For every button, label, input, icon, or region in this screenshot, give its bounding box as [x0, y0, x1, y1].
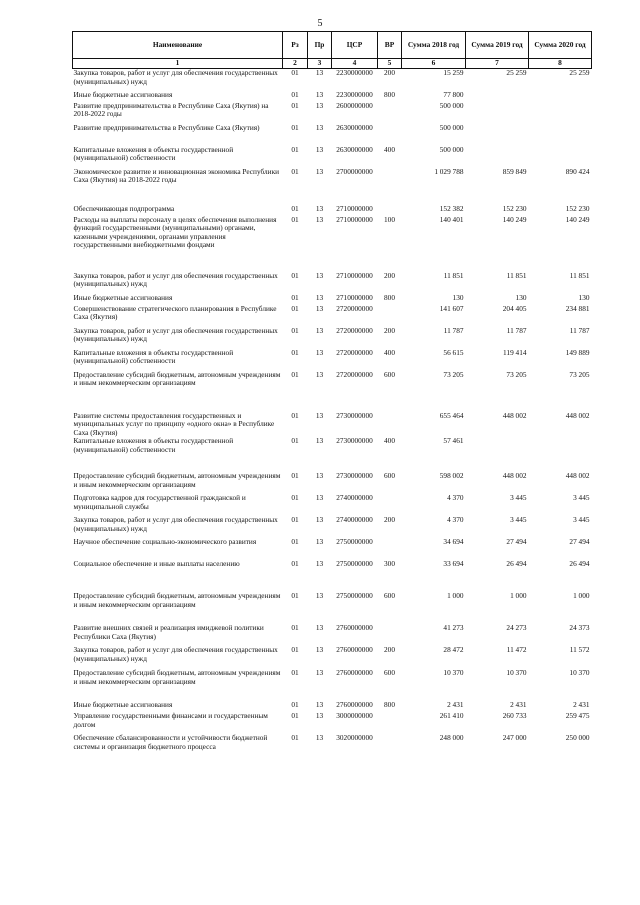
row-vr: 600 — [384, 369, 395, 379]
row-sum-2020: 250 000 — [565, 733, 590, 743]
column-number: 7 — [466, 59, 529, 69]
row-vr — [378, 102, 402, 124]
budget-table — [72, 31, 592, 764]
table-row — [73, 327, 592, 349]
row-csr: 2700000000 — [336, 166, 373, 176]
row-sum-2020 — [529, 437, 592, 472]
row-sum-2018: 33 694 — [443, 559, 464, 569]
row-sum-2018: 11 787 — [443, 325, 464, 335]
row-sum-2019: 27 494 — [506, 537, 527, 547]
row-rz: 01 — [291, 369, 299, 379]
row-vr: 200 — [384, 325, 395, 335]
row-pr: 13 — [315, 68, 324, 77]
row-sum-2019: 11 472 — [506, 645, 527, 655]
column-number: 2 — [283, 59, 308, 69]
header-csr: ЦСР — [332, 32, 378, 59]
row-rz: 01 — [291, 292, 299, 302]
row-pr: 13 — [315, 122, 324, 132]
row-sum-2019: 73 205 — [506, 369, 527, 379]
row-vr: 800 — [384, 700, 395, 710]
row-pr: 13 — [315, 270, 324, 280]
row-sum-2020: 140 249 — [565, 214, 590, 224]
row-sum-2019: 140 249 — [502, 214, 527, 224]
row-name: Развитие предпринимательства в Республике Саха (Якутия) — [73, 122, 260, 132]
row-csr: 2750000000 — [336, 559, 373, 569]
row-name: Развитие внешних связей и реализация имиджевой политики Республики Саха (Якутия) — [73, 623, 264, 641]
row-sum-2019: 11 851 — [506, 270, 527, 280]
row-name: Закупка товаров, работ и услуг для обеспечения государственных (муниципальных) нужд — [73, 515, 278, 533]
row-sum-2019 — [466, 124, 529, 146]
row-vr — [378, 538, 402, 560]
row-name: Капитальные вложения в объекты государственной (муниципальной) собственности — [73, 144, 234, 163]
row-csr: 2750000000 — [336, 591, 373, 601]
row-name: Предоставление субсидий бюджетным, автономным учреждениям и иным некоммерческим организациям — [73, 369, 281, 388]
row-sum-2020: 73 205 — [569, 369, 590, 379]
row-rz: 01 — [291, 559, 299, 569]
row-name: Закупка товаров, работ и услуг для обеспечения государственных (муниципальных) нужд — [73, 325, 278, 344]
table-row — [73, 592, 592, 624]
row-vr — [378, 205, 402, 216]
table-row — [73, 538, 592, 560]
row-vr: 600 — [384, 471, 395, 481]
row-name: Обеспечивающая подпрограмма — [73, 203, 175, 213]
column-number: 5 — [378, 59, 402, 69]
row-name: Управление государственными финансами и государственным долгом — [73, 711, 268, 729]
row-rz: 01 — [291, 303, 299, 313]
row-pr: 13 — [315, 347, 324, 357]
row-name: Закупка товаров, работ и услуг для обеспечения государственных (муниципальных) нужд — [73, 68, 278, 86]
table-row — [73, 294, 592, 305]
row-rz: 01 — [291, 471, 299, 481]
row-rz: 01 — [291, 623, 299, 633]
row-sum-2018: 598 002 — [439, 471, 464, 481]
row-pr: 13 — [315, 436, 324, 446]
row-rz: 01 — [291, 668, 299, 678]
row-csr: 3000000000 — [336, 711, 373, 721]
row-sum-2020: 3 445 — [573, 515, 590, 525]
row-vr — [378, 168, 402, 205]
table-row — [73, 560, 592, 592]
row-name: Социальное обеспечение и иные выплаты населению — [73, 559, 240, 569]
row-csr: 2710000000 — [336, 203, 373, 213]
row-sum-2020: 448 002 — [565, 410, 590, 420]
row-sum-2018: 500 000 — [439, 144, 464, 154]
table-row — [73, 124, 592, 146]
row-rz: 01 — [291, 537, 299, 547]
row-vr: 600 — [384, 668, 395, 678]
row-name: Капитальные вложения в объекты государственной (муниципальной) собственности — [73, 436, 234, 454]
row-sum-2020: 10 370 — [569, 668, 590, 678]
row-sum-2018: 15 259 — [443, 68, 464, 77]
row-rz: 01 — [291, 270, 299, 280]
row-sum-2019: 448 002 — [502, 410, 527, 420]
row-sum-2019: 25 259 — [506, 68, 527, 77]
row-pr: 13 — [315, 410, 324, 420]
row-name: Развитие системы предоставления государственных и муниципальных услуг по принципу «одного окна» в Республике Саха (Якутия) — [73, 410, 275, 437]
row-sum-2018: 77 800 — [443, 89, 464, 99]
header-rz: Рз — [283, 32, 308, 59]
row-csr: 2740000000 — [336, 515, 373, 525]
row-rz: 01 — [291, 203, 299, 213]
row-sum-2018: 500 000 — [439, 122, 464, 132]
row-name: Предоставление субсидий бюджетным, автономным учреждениям и иным некоммерческим организациям — [73, 591, 281, 609]
row-sum-2020: 25 259 — [569, 68, 590, 77]
row-sum-2018: 500 000 — [439, 100, 464, 110]
row-sum-2018: 73 205 — [443, 369, 464, 379]
row-sum-2018: 4 370 — [447, 493, 464, 503]
row-name: Экономическое развитие и инновационная экономика Республики Саха (Якутия) на 2018-2022 годы — [73, 166, 280, 185]
row-pr: 13 — [315, 493, 324, 503]
row-sum-2020: 890 424 — [565, 166, 590, 176]
table-row — [73, 516, 592, 538]
row-csr: 2230000000 — [336, 68, 373, 77]
row-sum-2020: 1 000 — [573, 591, 590, 601]
row-sum-2020: 149 889 — [565, 347, 590, 357]
row-csr: 2750000000 — [336, 537, 373, 547]
row-sum-2019: 3 445 — [510, 493, 527, 503]
row-name: Предоставление субсидий бюджетным, автономным учреждениям и иным некоммерческим организациям — [73, 668, 281, 686]
table-row — [73, 205, 592, 216]
row-csr: 2760000000 — [336, 623, 373, 633]
row-csr: 2760000000 — [336, 645, 373, 655]
row-sum-2020: 259 475 — [565, 711, 590, 721]
row-name: Иные бюджетные ассигнования — [73, 700, 173, 710]
row-name: Научное обеспечение социально-экономического развития — [73, 537, 257, 547]
row-csr: 2710000000 — [336, 292, 373, 302]
row-sum-2018: 4 370 — [447, 515, 464, 525]
row-sum-2020 — [529, 146, 592, 168]
row-sum-2018: 2 431 — [447, 700, 464, 710]
row-rz: 01 — [291, 214, 299, 224]
row-sum-2020: 130 — [578, 292, 590, 302]
row-csr: 3020000000 — [336, 733, 373, 743]
header-sum-2020: Сумма 2020 год — [529, 32, 592, 59]
row-vr — [378, 124, 402, 146]
row-pr: 13 — [315, 325, 324, 335]
row-name: Капитальные вложения в объекты государственной (муниципальной) собственности — [73, 347, 234, 366]
row-sum-2020: 26 494 — [569, 559, 590, 569]
header-vr: ВР — [378, 32, 402, 59]
table-row — [73, 437, 592, 472]
row-sum-2019: 3 445 — [510, 515, 527, 525]
row-sum-2018: 11 851 — [443, 270, 464, 280]
row-rz: 01 — [291, 100, 299, 110]
row-name: Развитие предпринимательства в Республике Саха (Якутия) на 2018-2022 годы — [73, 100, 269, 119]
row-csr: 2600000000 — [336, 100, 373, 110]
row-sum-2018: 28 472 — [443, 645, 464, 655]
table-row — [73, 412, 592, 438]
row-sum-2020: 11 851 — [569, 270, 590, 280]
row-vr: 600 — [384, 591, 395, 601]
row-sum-2019 — [466, 437, 529, 472]
row-pr: 13 — [315, 303, 324, 313]
row-sum-2018: 141 607 — [439, 303, 464, 313]
row-rz: 01 — [291, 515, 299, 525]
row-sum-2020: 11 787 — [569, 325, 590, 335]
row-name: Обеспечение сбалансированности и устойчивости бюджетной системы и организация бюджетного процесса — [73, 733, 268, 751]
table-row — [73, 305, 592, 327]
row-sum-2018: 57 461 — [443, 436, 464, 446]
header-pr: Пр — [308, 32, 332, 59]
row-sum-2019: 26 494 — [506, 559, 527, 569]
table-row — [73, 216, 592, 272]
row-pr: 13 — [315, 292, 324, 302]
row-rz: 01 — [291, 166, 299, 176]
row-sum-2020: 152 230 — [565, 203, 590, 213]
row-rz: 01 — [291, 347, 299, 357]
row-csr: 2720000000 — [336, 303, 373, 313]
header-name: Наименование — [73, 32, 283, 59]
table-body — [73, 69, 592, 765]
table-row — [73, 734, 592, 764]
column-number: 8 — [529, 59, 592, 69]
row-rz: 01 — [291, 122, 299, 132]
row-name: Расходы на выплаты персоналу в целях обеспечения выполнения функций государственными (муниципальными) органами, казенными учреждениями, органами управления государственными внебюджетными фондами — [73, 214, 277, 250]
row-vr: 400 — [384, 347, 395, 357]
table-row — [73, 712, 592, 734]
row-pr: 13 — [315, 733, 324, 743]
row-sum-2018: 655 464 — [439, 410, 464, 420]
row-vr — [378, 624, 402, 646]
row-name: Иные бюджетные ассигнования — [73, 89, 173, 99]
row-sum-2020 — [529, 91, 592, 102]
row-pr: 13 — [315, 166, 324, 176]
table-row — [73, 102, 592, 124]
row-rz: 01 — [291, 68, 299, 77]
row-sum-2020: 27 494 — [569, 537, 590, 547]
row-sum-2018: 10 370 — [443, 668, 464, 678]
row-sum-2019: 1 000 — [510, 591, 527, 601]
row-sum-2019: 247 000 — [502, 733, 527, 743]
row-sum-2019: 10 370 — [506, 668, 527, 678]
column-number: 6 — [402, 59, 466, 69]
row-rz: 01 — [291, 493, 299, 503]
row-rz: 01 — [291, 591, 299, 601]
row-pr: 13 — [315, 144, 324, 154]
row-vr: 200 — [384, 645, 395, 655]
row-csr: 2720000000 — [336, 325, 373, 335]
row-pr: 13 — [315, 369, 324, 379]
row-csr: 2730000000 — [336, 410, 373, 420]
row-rz: 01 — [291, 325, 299, 335]
row-csr: 2630000000 — [336, 122, 373, 132]
row-sum-2019: 448 002 — [502, 471, 527, 481]
row-pr: 13 — [315, 559, 324, 569]
row-rz: 01 — [291, 645, 299, 655]
row-pr: 13 — [315, 645, 324, 655]
column-number: 1 — [73, 59, 283, 69]
row-sum-2018: 1 000 — [447, 591, 464, 601]
header-sum-2018: Сумма 2018 год — [402, 32, 466, 59]
table-row — [73, 146, 592, 168]
row-vr: 800 — [384, 292, 395, 302]
row-sum-2018: 261 410 — [439, 711, 464, 721]
row-vr: 800 — [384, 89, 395, 99]
header-row — [73, 32, 592, 59]
table-row — [73, 69, 592, 91]
row-rz: 01 — [291, 733, 299, 743]
row-pr: 13 — [315, 591, 324, 601]
row-sum-2018: 34 694 — [443, 537, 464, 547]
row-rz: 01 — [291, 700, 299, 710]
row-sum-2020: 11 572 — [569, 645, 590, 655]
row-pr: 13 — [315, 623, 324, 633]
row-vr: 200 — [384, 270, 395, 280]
row-vr — [378, 412, 402, 438]
table-row — [73, 168, 592, 205]
row-sum-2019 — [466, 146, 529, 168]
row-sum-2019 — [466, 91, 529, 102]
row-csr: 2730000000 — [336, 436, 373, 446]
table-row — [73, 91, 592, 102]
row-vr — [378, 494, 402, 516]
row-sum-2019: 2 431 — [510, 700, 527, 710]
row-pr: 13 — [315, 700, 324, 710]
row-sum-2019: 119 414 — [503, 347, 527, 357]
row-csr: 2730000000 — [336, 471, 373, 481]
row-sum-2020 — [529, 102, 592, 124]
row-name: Иные бюджетные ассигнования — [73, 292, 173, 302]
row-sum-2020 — [529, 124, 592, 146]
column-number: 3 — [308, 59, 332, 69]
row-csr: 2720000000 — [336, 347, 373, 357]
row-name: Подготовка кадров для государственной гражданской и муниципальной службы — [73, 493, 246, 511]
row-sum-2018: 152 382 — [439, 203, 464, 213]
row-name: Предоставление субсидий бюджетным, автономным учреждениям и иным некоммерческим организациям — [73, 471, 281, 489]
row-rz: 01 — [291, 144, 299, 154]
row-sum-2019: 11 787 — [506, 325, 527, 335]
column-number: 4 — [332, 59, 378, 69]
row-vr: 300 — [384, 559, 395, 569]
row-rz: 01 — [291, 89, 299, 99]
table-row — [73, 669, 592, 701]
column-number-row — [73, 59, 592, 69]
row-csr: 2720000000 — [336, 369, 373, 379]
table-row — [73, 494, 592, 516]
row-pr: 13 — [315, 471, 324, 481]
row-csr: 2230000000 — [336, 89, 373, 99]
row-vr — [378, 712, 402, 734]
table-row — [73, 272, 592, 294]
row-csr: 2710000000 — [336, 214, 373, 224]
table-row — [73, 349, 592, 371]
row-name: Закупка товаров, работ и услуг для обеспечения государственных (муниципальных) нужд — [73, 645, 278, 663]
row-sum-2019 — [466, 102, 529, 124]
row-vr: 200 — [384, 515, 395, 525]
header-sum-2019: Сумма 2019 год — [466, 32, 529, 59]
row-csr: 2760000000 — [336, 668, 373, 678]
row-sum-2018: 140 401 — [439, 214, 464, 224]
page-number: 5 — [317, 18, 323, 29]
row-pr: 13 — [315, 214, 324, 224]
row-pr: 13 — [315, 89, 324, 99]
row-pr: 13 — [315, 515, 324, 525]
row-vr: 100 — [384, 214, 395, 224]
row-pr: 13 — [315, 668, 324, 678]
row-pr: 13 — [315, 100, 324, 110]
row-rz: 01 — [291, 711, 299, 721]
row-name: Совершенствование стратегического планирования в Республике Саха (Якутия) — [73, 303, 277, 322]
row-sum-2020: 234 881 — [565, 303, 590, 313]
row-sum-2019: 24 273 — [506, 623, 527, 633]
row-pr: 13 — [315, 711, 324, 721]
row-sum-2018: 56 615 — [443, 347, 464, 357]
row-csr: 2760000000 — [336, 700, 373, 710]
row-sum-2018: 248 000 — [439, 733, 464, 743]
row-sum-2018: 41 273 — [443, 623, 464, 633]
table-row — [73, 624, 592, 646]
row-name: Закупка товаров, работ и услуг для обеспечения государственных (муниципальных) нужд — [73, 270, 278, 289]
row-rz: 01 — [291, 436, 299, 446]
row-vr — [378, 305, 402, 327]
row-csr: 2630000000 — [336, 144, 373, 154]
row-sum-2018: 130 — [452, 292, 464, 302]
table-row — [73, 646, 592, 669]
row-sum-2020: 2 431 — [573, 700, 590, 710]
row-sum-2019: 859 849 — [502, 166, 527, 176]
row-csr: 2710000000 — [336, 270, 373, 280]
table-row — [73, 371, 592, 412]
row-pr: 13 — [315, 203, 324, 213]
row-sum-2020: 3 445 — [573, 493, 590, 503]
row-pr: 13 — [315, 537, 324, 547]
row-vr — [378, 734, 402, 764]
row-sum-2020: 448 002 — [565, 471, 590, 481]
table-row — [73, 472, 592, 494]
row-vr: 400 — [384, 144, 395, 154]
row-csr: 2740000000 — [336, 493, 373, 503]
row-rz: 01 — [291, 410, 299, 420]
row-sum-2019: 152 230 — [502, 203, 527, 213]
row-vr: 200 — [384, 68, 395, 77]
row-sum-2018: 1 029 788 — [434, 166, 464, 176]
row-sum-2019: 204 405 — [502, 303, 527, 313]
row-sum-2019: 130 — [515, 292, 527, 302]
row-sum-2020: 24 373 — [569, 623, 590, 633]
row-vr: 400 — [384, 436, 395, 446]
row-sum-2019: 260 733 — [502, 711, 527, 721]
